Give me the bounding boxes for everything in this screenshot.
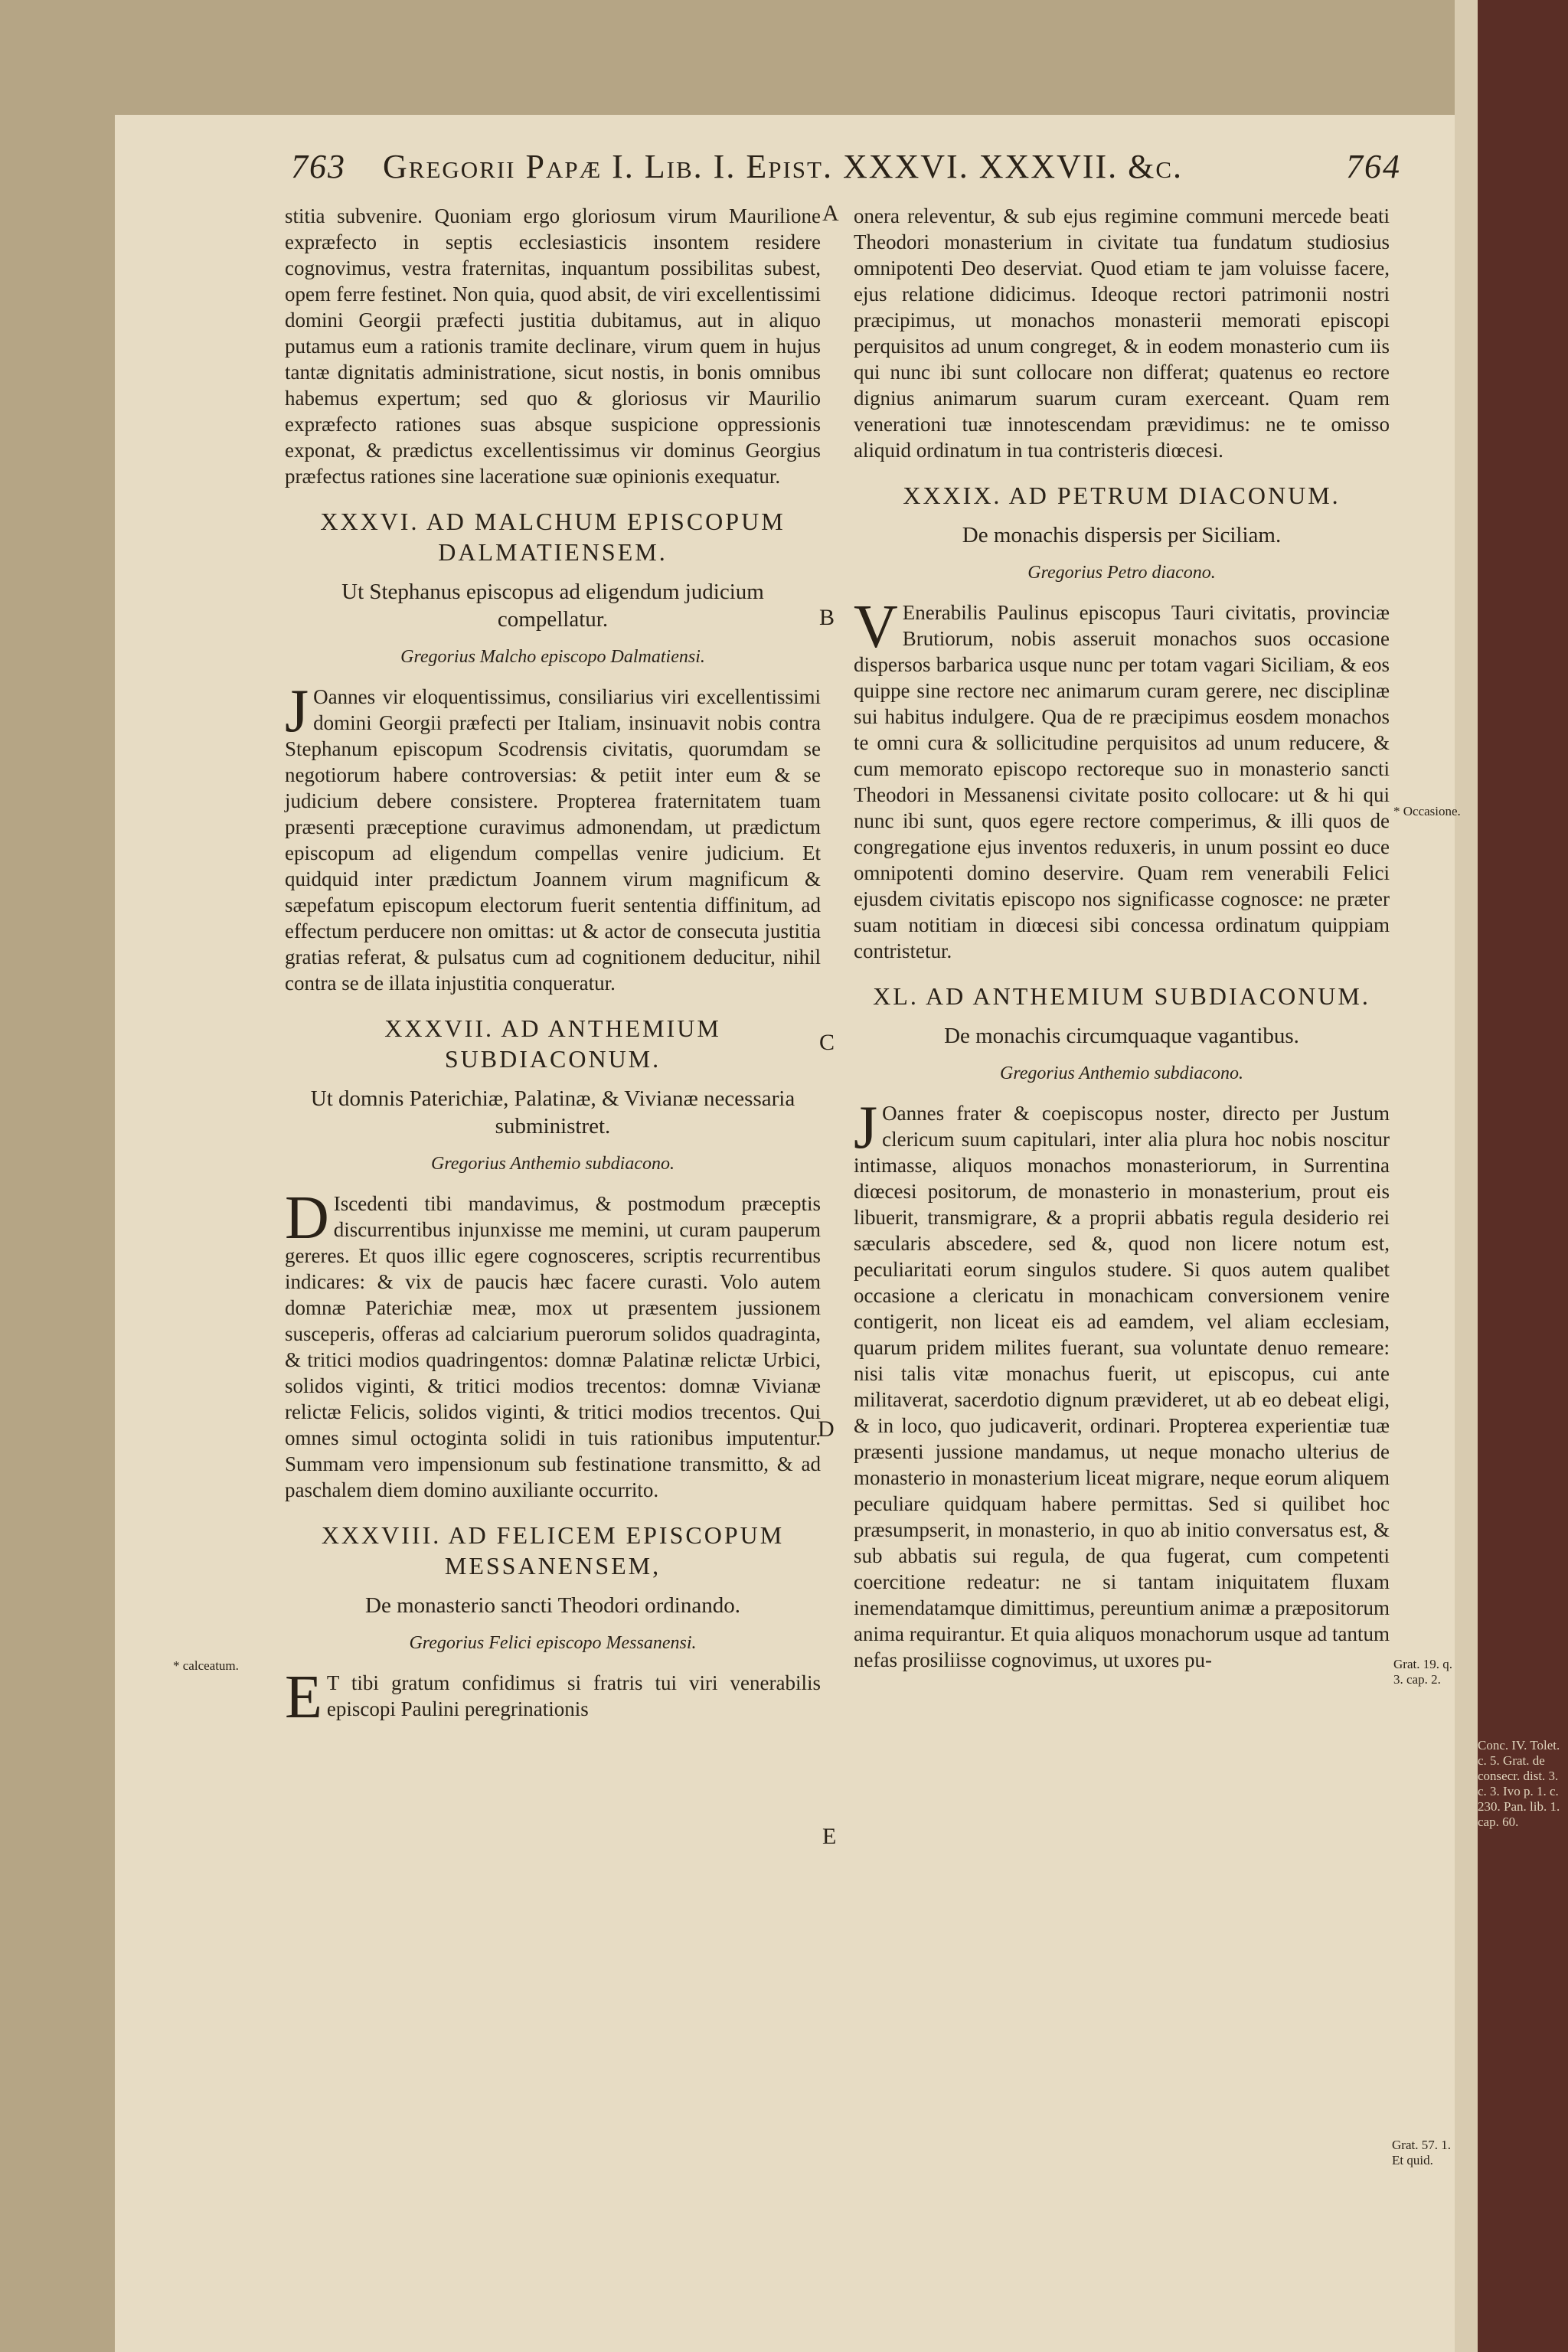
facing-page-edge <box>1455 0 1478 2352</box>
section-36-salutation: Gregorius Malcho episcopo Dalmatiensi. <box>400 647 705 667</box>
section-38-title: XXXVIII. AD FELICEM EPISCOPUM MESSANENSEM, <box>321 1521 785 1579</box>
section-40-dropcap: J <box>854 1094 878 1161</box>
section-36-summary: Ut Stephanus episcopus ad eligendum judicium compellatur. <box>341 580 764 632</box>
section-37-body <box>285 1184 821 1503</box>
section-39-dropcap: V <box>854 593 898 661</box>
book-cover-edge <box>1478 0 1568 2352</box>
section-40-summary: De monachis circumquaque vagantibus. <box>944 1024 1299 1048</box>
right-column <box>854 203 1390 1681</box>
section-37-title: XXXVII. AD ANTHEMIUM SUBDIACONUM. <box>384 1014 721 1073</box>
section-39-summary: De monachis dispersis per Siciliam. <box>962 523 1282 547</box>
page-number-right: 764 <box>1346 148 1401 185</box>
section-39-text: Enerabilis Paulinus episcopus Tauri civitatis, provinciæ Brutiorum, nobis asseruit monachos suos occasione dispersos barbarica usque nunc per totam vagari Siciliam, & eos quippe sine rectore nec animarum curam gerere, nec disciplinæ sui habitus indulgere. Qua de re præcipimus eosdem monachos te omni cura & sollicitudine perquisitos ad unum reducere, & cum memorato episcopo rectoreque suo in monasterio sancti Theodori in Messanensi civitate posito collocare: ut & hi qui nunc ibi sunt, quos egere rectore comperimus, & illi quos de congregatione ejus inventos reduxeris, in unum possint eo duce omnipotenti domino deservire. Quam rem venerabili Felici ejusdem civitatis episcopo nos significasse cognosce: ne præter suam notitiam in diœcesi sibi concessa ordinatum quippiam contristetur. <box>854 601 1390 962</box>
margin-letter-d: D <box>818 1416 835 1442</box>
margin-letter-b: B <box>819 605 835 630</box>
margin-letter-e: E <box>822 1824 837 1849</box>
left-intro-text: stitia subvenire. Quoniam ergo gloriosum virum Maurilione expræfecto in septis ecclesiasticis insontem residere cognovimus, vestra fraternitas, inquantum possibilitas subest, opem ferre festinet. Non quia, quod absit, de viri excellentissimi domini Georgii præfecti justitia dubitamus, aut in aliquo putamus eum a rationis tramite declinare, virum quem in hujus tantæ dignitatis administratione, sicut nostis, in bonis omnibus habemus expertum; sed quo & gloriosus vir Maurilio expræfecto rationes suas absque suspicione oppressionis exponat, & prædictus excellentissimus vir dominus Georgius præfectus rationes sine laceratione suæ opinionis exequatur. <box>285 204 821 488</box>
section-38-body <box>285 1664 821 1731</box>
running-head <box>291 147 1401 201</box>
section-40-text: Oannes frater & coepiscopus noster, directo per Justum clericum suum capitulari, inter alia plura hoc nobis noscitur intimasse, aliquos monachos monasteriorum, in Surrentina diœcesi positorum, de monasterio in monasterium, prout eis libuerit, transmigrare, & a proprii abbatis regula desiderio rei sæcularis abscedere, sed &, quod non licere notum est, peculiaritati eorum singulos studere. Si quos autem qualibet occasione a clericatu in monachicam conversionem venire contigerit, non liceat eis ad eamdem, vel aliam ecclesiam, quarum pridem milites fuerant, sua voluntate denuo remeare: nisi talis vitæ monachus fuerit, ut episcopus, cui ante militaverat, sacerdotio dignum prævideret, ut ab eo debeat eligi, & in loco, quo judicaverit, ordinari. Propterea experientiæ tuæ præsenti jussione mandamus, ut neque monacho ulterius de monasterio in monasterium liceat migrare, neque eorum aliquem peculiare quidquam habere permittas. Sed si quilibet hoc præsumpserit, in monasterio, in quo ab initio conversatus est, & sub abbatis sui regula, de qua fugerat, cum competenti coercitione redeatur: ne si tantam iniquitatem fluxam inemendatamque dimittimus, pereuntium animæ a præpositorum anima requirantur. Et quia aliquos monachorum usque ad tantum nefas prosiliisse cognovimus, ut uxores pu- <box>854 1102 1390 1671</box>
section-37-dropcap: D <box>285 1184 329 1252</box>
sidenote-conc: Conc. IV. Tolet. c. 5. Grat. de consecr. dist. 3. c. 3. Ivo p. 1. c. 230. Pan. lib. 1. cap. 60. <box>1478 1738 1560 1829</box>
section-38-summary: De monasterio sancti Theodori ordinando. <box>365 1593 740 1618</box>
section-40-title: XL. AD ANTHEMIUM SUBDIACONUM. <box>873 982 1370 1010</box>
margin-letter-a: A <box>822 201 839 226</box>
left-column <box>285 203 821 1730</box>
section-37-summary: Ut domnis Paterichiæ, Palatinæ, & Vivianæ necessaria subministret. <box>310 1086 795 1138</box>
section-38-text: T tibi gratum confidimus si fratris tui viri venerabilis episcopi Paulini peregrinationis <box>326 1671 821 1720</box>
right-intro-text: onera releventur, & sub ejus regimine communi mercede beati Theodori monasterium in civitate tua fundatum studiosius omnipotenti Deo deserviat. Quod etiam te jam voluisse facere, ejus relatione didicimus. Ideoque rectori patrimonii nostri præcipimus, ut monachos monasterii memorati episcopi perquisitos ad unum congreget, & in eodem monasterio cum iis qui nunc ibi sunt collocare non differat; quatenus eo rectore dignius animarum suarum curam exerceant. Quam rem venerationi tuæ innotescendam prævidimus: ne te omisso aliquid ordinatum in tua contristeris diœcesi. <box>854 204 1390 462</box>
sidenote-grat-57: Grat. 57. 1. Et quid. <box>1392 2138 1451 2167</box>
section-37-salutation: Gregorius Anthemio subdiacono. <box>431 1154 675 1174</box>
section-36-dropcap: J <box>285 678 309 745</box>
sidenote-grat-19: Grat. 19. q. 3. cap. 2. <box>1393 1657 1452 1687</box>
section-40-body <box>854 1094 1390 1673</box>
margin-letter-c: C <box>819 1030 835 1055</box>
section-39-body <box>854 593 1390 964</box>
sidenote-occasione: * Occasione. <box>1393 804 1461 818</box>
section-36-body <box>285 678 821 996</box>
section-39-title: XXXIX. AD PETRUM DIACONUM. <box>903 482 1341 509</box>
section-37-text: Iscedenti tibi mandavimus, & postmodum præceptis discurrentibus injunxisse me memini, ut curam pauperum gereres. Et quos illic egere cognosceres, scriptis recurrentibus indicares: & vix de paucis hæc facere curasti. Volo autem domnæ Paterichiæ meæ, mox ut præsentem jussionem susceperis, offeras ad calciarium puerorum solidos quadraginta, & tritici modios quadringentos: domnæ Palatinæ relictæ Urbici, solidos viginti, & tritici modios trecentos: domnæ Vivianæ relictæ Felicis, solidos viginti, & tritici modios trecentos. Qui omnes simul octoginta solidi in tuis rationibus imputentur. Summam vero impensionum sub festinatione transmitto, & ad paschalem diem domino auxiliante occurrito. <box>285 1192 821 1501</box>
sidenote-calceatum: * calceatum. <box>173 1658 239 1673</box>
section-36-title: XXXVI. AD MALCHUM EPISCOPUM DALMATIENSEM. <box>320 508 786 566</box>
page-number-left: 763 <box>291 148 346 185</box>
section-38-dropcap: E <box>285 1664 322 1731</box>
running-title: Gregorii Papæ I. Lib. I. Epist. XXXVI. XXXVII. &c. <box>383 148 1184 185</box>
section-40-salutation: Gregorius Anthemio subdiacono. <box>1000 1063 1243 1083</box>
section-39-salutation: Gregorius Petro diacono. <box>1027 563 1216 583</box>
section-36-text: Oannes vir eloquentissimus, consiliarius viri excellentissimi domini Georgii præfecti per Italiam, insinuavit nobis contra Stephanum episcopum Scodrensis civitatis, quorumdam se negotiorum habere controversias: & petiit inter eum & se judicium debere consistere. Propterea fraternitatem tuam præsenti præceptione curavimus admonendam, ut prædictum episcopum ad eligendum compellas venire judicium. Et quidquid inter prædictum Joannem virum magnificum & sæpefatum episcopum electorum fuerit sententia diffinitum, ad effectum perducere non omittas: ut & actor de consecuta justitia gratias referat, & pulsatus cum ad cognitionem deducitur, nihil contra se de illata injustitia conqueratur. <box>285 685 821 995</box>
section-38-salutation: Gregorius Felici episcopo Messanensi. <box>409 1633 697 1653</box>
